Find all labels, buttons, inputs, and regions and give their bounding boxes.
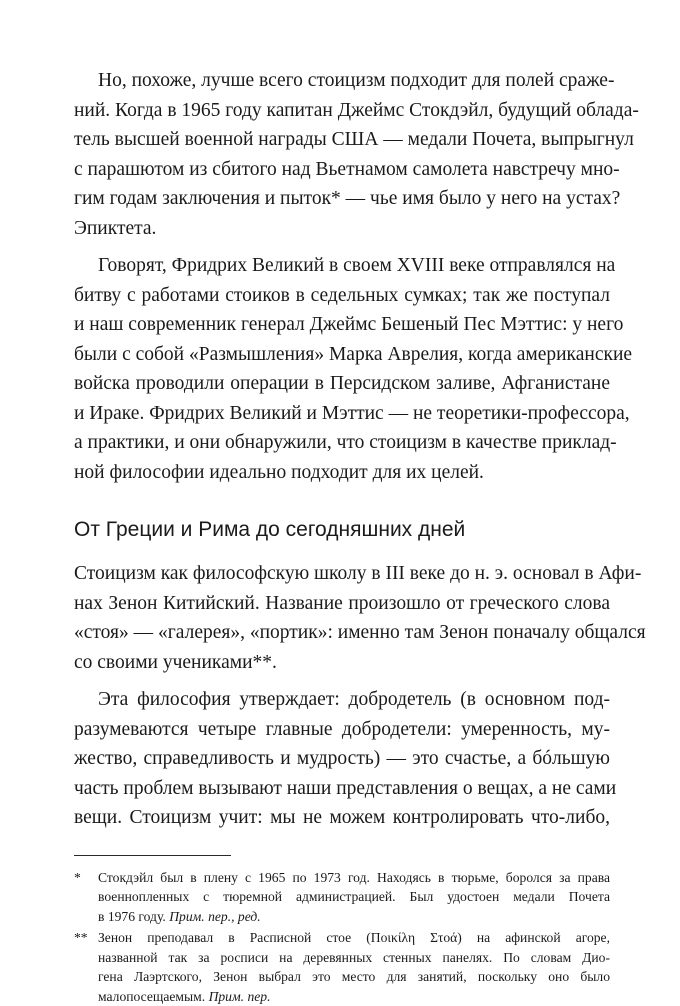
footnote-note: Прим. пер., ред. <box>169 909 260 924</box>
text-line: и Ираке. Фридрих Великий и Мэттис — не теоретики-профессора, <box>74 399 610 429</box>
footnote-note: Прим. пер. <box>209 989 271 1004</box>
text-line: ной философии идеально подходит для их целей. <box>74 458 610 488</box>
text-line: нах Зенон Китийский. Название произошло от греческого слова <box>74 589 610 619</box>
section-heading: От Греции и Рима до сегодняшних дней <box>74 515 610 545</box>
footnote-stockdale <box>74 868 610 927</box>
footnote-line: в 1976 году. Прим. пер., ред. <box>74 907 610 927</box>
text-line: со своими учениками**. <box>74 648 610 678</box>
text-line: гим годам заключения и пыток* — чье имя было у него на устах? <box>74 184 610 214</box>
footnote-line: военнопленных с тюремной администрацией. Был удостоен медали Почета <box>74 887 610 907</box>
text-line: ний. Когда в 1965 году капитан Джеймс Стокдэйл, будущий облада- <box>74 96 610 126</box>
text-line: тель высшей военной награды США — медали Почета, выпрыгнул <box>74 125 610 155</box>
text-line: битву с работами стоиков в седельных сумках; так же поступал <box>74 281 610 311</box>
text-line: Стоицизм как философскую школу в III веке до н. э. основал в Афи- <box>74 559 610 589</box>
text-line: часть проблем вызывают наши представления о вещах, а не сами <box>74 774 610 804</box>
text-line: жество, справедливость и мудрость) — это счастье, а бóльшую <box>74 744 610 774</box>
text-line: «стоя» — «галерея», «портик»: именно там Зенон поначалу общался <box>74 618 610 648</box>
paragraph-zeno <box>74 559 610 677</box>
text-line: и наш современник генерал Джеймс Бешеный Пес Мэттис: у него <box>74 310 610 340</box>
text-line: были с собой «Размышления» Марка Аврелия, когда американские <box>74 340 610 370</box>
text-line: Но, похоже, лучше всего стоицизм подходит для полей сраже- <box>74 66 610 96</box>
footnote-line: гена Лаэртского, Зенон выбрал это место для занятий, поскольку оно было <box>74 967 610 987</box>
text-line: вещи. Стоицизм учит: мы не можем контролировать что-либо, <box>74 803 610 833</box>
paragraph-frederick <box>74 251 610 487</box>
paragraph-virtue <box>74 685 610 833</box>
book-page <box>74 66 610 1006</box>
text-line: а практики, и они обнаружили, что стоицизм в качестве приклад- <box>74 428 610 458</box>
footnote-mark: * <box>74 868 94 888</box>
footnote-line: ** Зенон преподавал в Расписной стое (Ποικίλη Στοά) на афинской агоре, <box>74 928 610 948</box>
text-line: Эпиктета. <box>74 214 610 244</box>
paragraph-stockdale <box>74 66 610 243</box>
footnote-mark: ** <box>74 928 94 948</box>
footnote-line: названной так за росписи на деревянных стенных панелях. По словам Дио- <box>74 948 610 968</box>
footnote-zeno <box>74 928 610 1006</box>
footnote-line: малопосещаемым. Прим. пер. <box>74 987 610 1006</box>
text-line: разумеваются четыре главные добродетели: умеренность, му- <box>74 715 610 745</box>
text-line: войска проводили операции в Персидском заливе, Афганистане <box>74 369 610 399</box>
text-line: Эта философия утверждает: добродетель (в основном под- <box>74 685 610 715</box>
text-line: с парашютом из сбитого над Вьетнамом самолета навстречу мно- <box>74 155 610 185</box>
text-line: Говорят, Фридрих Великий в своем XVIII веке отправлялся на <box>74 251 610 281</box>
footnote-divider <box>74 855 231 856</box>
footnote-line: * Стокдэйл был в плену с 1965 по 1973 год. Находясь в тюрьме, боролся за права <box>74 868 610 888</box>
